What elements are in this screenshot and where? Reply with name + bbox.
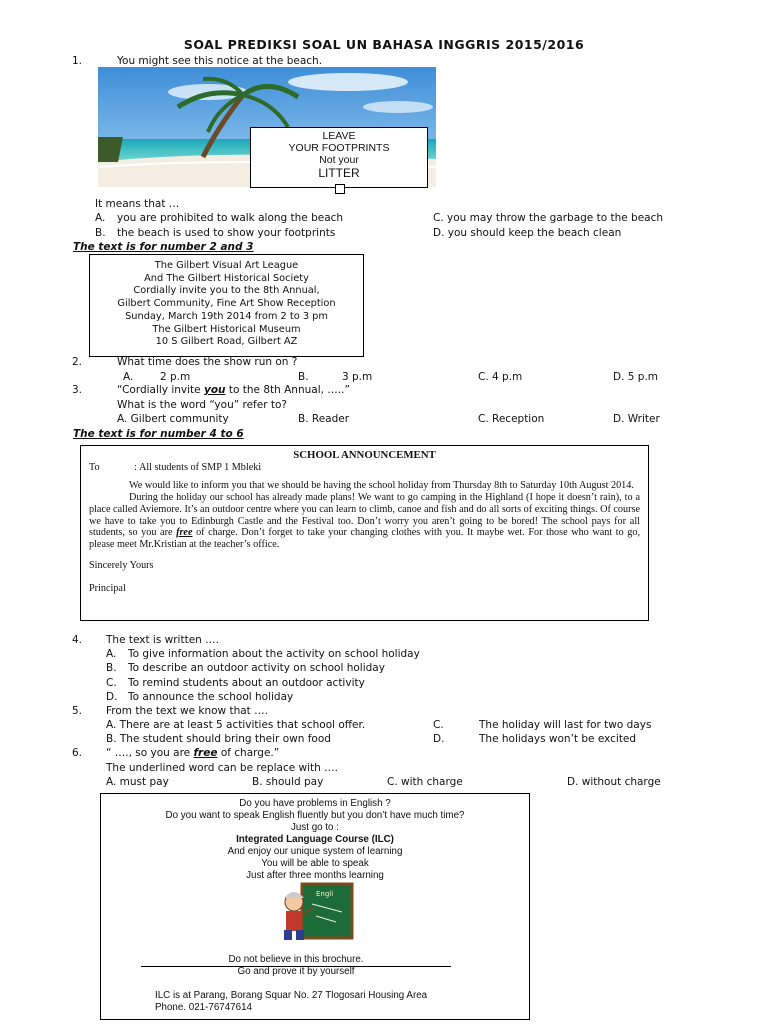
q4-option-c-label: C. — [106, 677, 117, 689]
invitation-line: Cordially invite you to the 8th Annual, — [133, 285, 320, 297]
brochure-address: ILC is at Parang, Borang Squar No. 27 Tlogosari Housing Area — [155, 990, 428, 1001]
q6-quote — [106, 747, 279, 759]
q3-option-a: A. Gilbert community — [117, 413, 229, 425]
invitation-line: Gilbert Community, Fine Art Show Reception — [117, 298, 336, 310]
q1-text: You might see this notice at the beach. — [117, 55, 323, 67]
invitation-line: And The Gilbert Historical Society — [144, 272, 309, 284]
brochure-line: Do you have problems in English ? — [239, 798, 391, 809]
q2-option-a-label: A. — [123, 371, 134, 383]
q3-quote-pre: “Cordially invite — [117, 384, 204, 396]
q2-option-d: D. 5 p.m — [613, 371, 659, 383]
q2-option-b-label: B. — [298, 371, 309, 383]
q3-quote-you: you — [203, 384, 226, 396]
teacher-blackboard-icon — [276, 882, 354, 944]
announcement-signature: Principal — [89, 583, 126, 595]
q3-text: What is the word “you” refer to? — [117, 399, 287, 411]
q2-number: 2. — [72, 356, 83, 368]
q6-option-c: C. with charge — [387, 776, 463, 788]
notice-line-1: LEAVE — [322, 130, 356, 142]
brochure-line: Just go to : — [291, 822, 339, 833]
invitation-line: 10 S Gilbert Road, Gilbert AZ — [155, 336, 298, 348]
q3-option-d: D. Writer — [613, 413, 660, 425]
q2-option-c: C. 4 p.m — [478, 371, 523, 383]
brochure-bottom-line-2: Go and prove it by yourself — [237, 966, 355, 977]
brochure-line: You will be able to speak — [261, 858, 369, 869]
q5-option-c-label: C. — [433, 719, 444, 731]
q2-text: What time does the show run on ? — [117, 356, 298, 368]
q4-number: 4. — [72, 634, 83, 646]
beach-notice-sign — [250, 127, 428, 188]
q5-option-d-label: D. — [433, 733, 445, 745]
announcement-paragraph-1: We would like to inform you that we should be having the school holiday from Thursday 8th to Saturday 10th August 2014. — [129, 480, 634, 492]
brochure-line: Do you want to speak English fluently but you don’t have much time? — [165, 810, 465, 821]
q3-quote — [117, 384, 350, 396]
q4-option-d-label: D. — [106, 691, 118, 703]
q1-option-d: D. you should keep the beach clean — [433, 227, 622, 239]
q1-stem: It means that … — [95, 198, 180, 210]
q6-quote-free: free — [193, 747, 218, 759]
invitation-line: Sunday, March 19th 2014 from 2 to 3 pm — [125, 310, 328, 322]
q1-number: 1. — [72, 55, 83, 67]
q6-option-a: A. must pay — [106, 776, 169, 788]
q5-option-b: B. The student should bring their own food — [106, 733, 331, 745]
brochure-line: Just after three months learning — [246, 870, 384, 881]
q6-option-d: D. without charge — [567, 776, 661, 788]
q4-option-a-label: A. — [106, 648, 117, 660]
q3-option-b: B. Reader — [298, 413, 350, 425]
section-heading-2-3: The text is for number 2 and 3 — [73, 241, 254, 253]
q3-option-c: C. Reception — [478, 413, 545, 425]
brochure-course-name: Integrated Language Course (ILC) — [236, 834, 394, 845]
q5-number: 5. — [72, 705, 83, 717]
q6-number: 6. — [72, 747, 83, 759]
notice-line-4: LITTER — [318, 166, 360, 180]
brochure-line: And enjoy our unique system of learning — [227, 846, 403, 857]
q6-text: The underlined word can be replace with …. — [106, 762, 338, 774]
q5-text: From the text we know that …. — [106, 705, 268, 717]
page-title: SOAL PREDIKSI SOAL UN BAHASA INGGRIS 2015/2016 — [183, 37, 585, 52]
q1-option-b-label: B. — [95, 227, 106, 239]
brochure-box — [100, 793, 530, 1020]
q6-quote-post: of charge.” — [217, 747, 280, 759]
q5-option-a: A. There are at least 5 activities that school offer. — [106, 719, 366, 731]
q4-option-d: To announce the school holiday — [128, 691, 294, 703]
notice-line-2: YOUR FOOTPRINTS — [288, 142, 390, 154]
q5-option-d: The holidays won’t be excited — [479, 733, 637, 745]
announcement-box — [80, 445, 649, 621]
brochure-phone: Phone. 021-76747614 — [155, 1002, 252, 1013]
q2-option-b: 3 p.m — [342, 371, 373, 383]
announcement-p2-post: of charge. Don’t forget to take your changing clothes with you. It maybe wet. For those who want to go, please meet Mr.Kristian at the teacher’s office. — [89, 527, 640, 550]
invitation-box — [89, 254, 364, 357]
q3-quote-post: to the 8th Annual, …..” — [225, 384, 350, 396]
q1-option-a-label: A. — [95, 212, 106, 224]
q5-option-c: The holiday will last for two days — [479, 719, 652, 731]
blackboard-text: Engli — [316, 890, 334, 898]
announcement-to-label: To — [89, 461, 100, 473]
q1-option-c: C. you may throw the garbage to the beach — [433, 212, 664, 224]
q4-option-c: To remind students about an outdoor activity — [128, 677, 365, 689]
announcement-p2-pre: During the holiday our school has already made plans! We want to go camping in the Highland (I hope it doesn’t rain), to a place called Aviemore. It’s an outdoor centre where you can learn to climb, canoe and fish and do all sorts of exciting things. Of course we have to take you to Edinburgh Castle and the Festival too. Don’t worry you aren’t going to be bored! The school pays for all students, so you are — [89, 492, 640, 539]
q4-option-a: To give information about the activity on school holiday — [128, 648, 420, 660]
announcement-to: : All students of SMP 1 Mbleki — [134, 461, 262, 473]
q4-option-b-label: B. — [106, 662, 117, 674]
q1-option-b: the beach is used to show your footprints — [117, 227, 336, 239]
q4-option-b: To describe an outdoor activity on school holiday — [128, 662, 385, 674]
q1-option-a: you are prohibited to walk along the beach — [117, 212, 344, 224]
q4-text: The text is written …. — [106, 634, 219, 646]
invitation-line: The Gilbert Visual Art League — [154, 260, 299, 271]
announcement-heading: SCHOOL ANNOUNCEMENT — [293, 449, 436, 461]
q6-option-b: B. should pay — [252, 776, 324, 788]
announcement-paragraph-2 — [89, 492, 640, 551]
q2-option-a: 2 p.m — [160, 371, 191, 383]
invitation-line: The Gilbert Historical Museum — [152, 323, 301, 335]
announcement-free-word: free — [176, 527, 193, 539]
q6-quote-pre: “ …., so you are — [106, 747, 194, 759]
section-heading-4-6: The text is for number 4 to 6 — [73, 428, 244, 440]
notice-post — [335, 184, 345, 194]
q3-number: 3. — [72, 384, 83, 396]
announcement-closing: Sincerely Yours — [89, 559, 154, 571]
notice-line-3: Not your — [319, 154, 359, 166]
brochure-bottom-line-1: Do not believe in this brochure. — [141, 954, 451, 967]
